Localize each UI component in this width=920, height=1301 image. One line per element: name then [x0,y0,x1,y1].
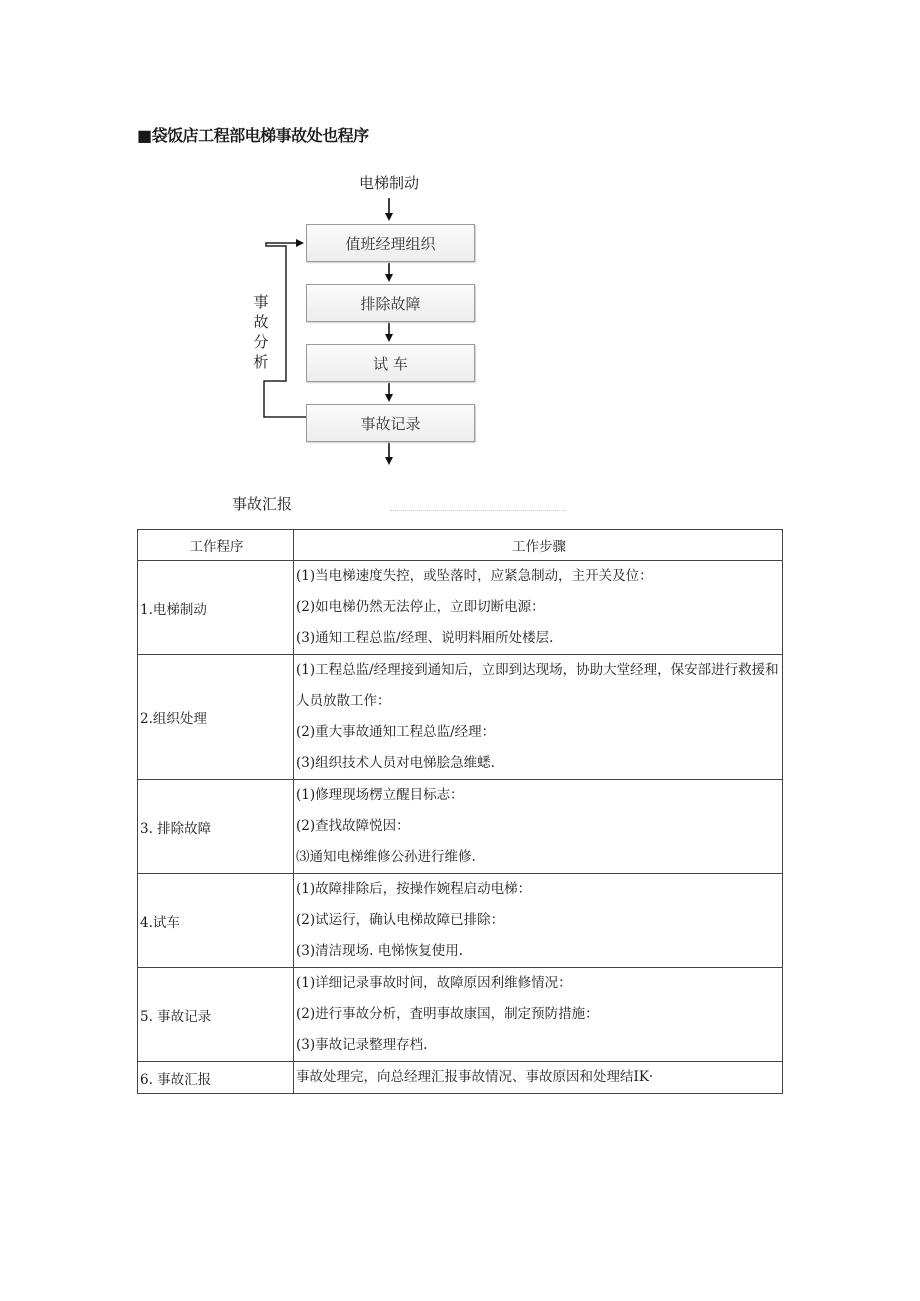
flow-side-label [248,292,274,372]
flow-box-test-run: 试 车 [306,344,475,382]
table-row [138,968,783,1062]
stage-cell: 1.电梯制动 [138,561,294,655]
flow-end-label: 事故汇报 [232,495,293,513]
step-text: (3)组织技术人员对电悌脍急维蟋. [296,755,495,771]
step-text: (2)试运行，确认电梯故障已排除： [296,912,505,928]
steps-cell [294,968,783,1062]
step-text: (3)事故记录整理存档. [296,1037,428,1053]
procedure-table [137,529,783,1094]
table-row [138,874,783,968]
stage-cell: 5. 事故记录 [138,968,294,1062]
header-stage: 工作程序 [138,530,294,561]
step-text: (1)修理现场楞立醒目标志： [296,787,464,803]
table-row [138,780,783,874]
steps-cell [294,655,783,780]
side-char: 析 [253,353,269,371]
step-text: (3)清洁现场. 电悌恢复使用. [296,943,463,959]
stage-cell: 3. 排除故障 [138,780,294,874]
step-text: ⑶通知电梯维修公孙进行维修. [296,849,476,865]
steps-cell [294,1062,783,1094]
step-text: (3)通知工程总监/经理、说明料厢所处楼层. [296,630,554,646]
stage-cell: 4.试车 [138,874,294,968]
side-char: 事 [253,293,269,311]
side-char: 分 [253,333,269,351]
dotted-rule [390,510,566,511]
header-steps: 工作步骤 [294,530,783,561]
flow-start-label: 电梯制动 [359,174,420,192]
steps-cell [294,561,783,655]
steps-cell [294,780,783,874]
step-text: (1)工程总监/经理接到通知后，立即到达现场，协助大堂经理，保安部进行救援和人员放散工作： [296,662,779,709]
side-char: 故 [253,313,269,331]
step-text: (1)故障排除后，按操作婉程启动电梯： [296,881,532,897]
table-header-row [138,530,783,561]
step-text: (1)详细记录事故时间，故障原因利维修情况： [296,975,572,991]
stage-cell: 2.组织处理 [138,655,294,780]
steps-cell [294,874,783,968]
page-title: ■袋饭店工程部电梯事故处也程序 [137,126,369,145]
step-text: (2)重大事故通知工程总监/经理： [296,724,496,740]
flow-box-troubleshoot: 排除故障 [306,284,475,322]
stage-cell: 6. 事故汇报 [138,1062,294,1094]
table-row [138,561,783,655]
step-text: 事故处理完，向总经理汇报事故情况、事故原因和处理结IK· [296,1069,654,1085]
step-text: (2)如电梯仍然无法停止，立即切断电源： [296,599,545,615]
step-text: (2)进行事故分析，査明事故康国，制定预防措施： [296,1006,599,1022]
flow-box-manager: 值班经理组织 [306,224,475,262]
step-text: (1)当电梯速度失控，或坠落时，应紧急制动，主开关及位： [296,568,653,584]
table-row [138,1062,783,1094]
flow-box-record: 事故记录 [306,404,475,442]
step-text: (2)查找故障悦因： [296,818,410,834]
table-row [138,655,783,780]
